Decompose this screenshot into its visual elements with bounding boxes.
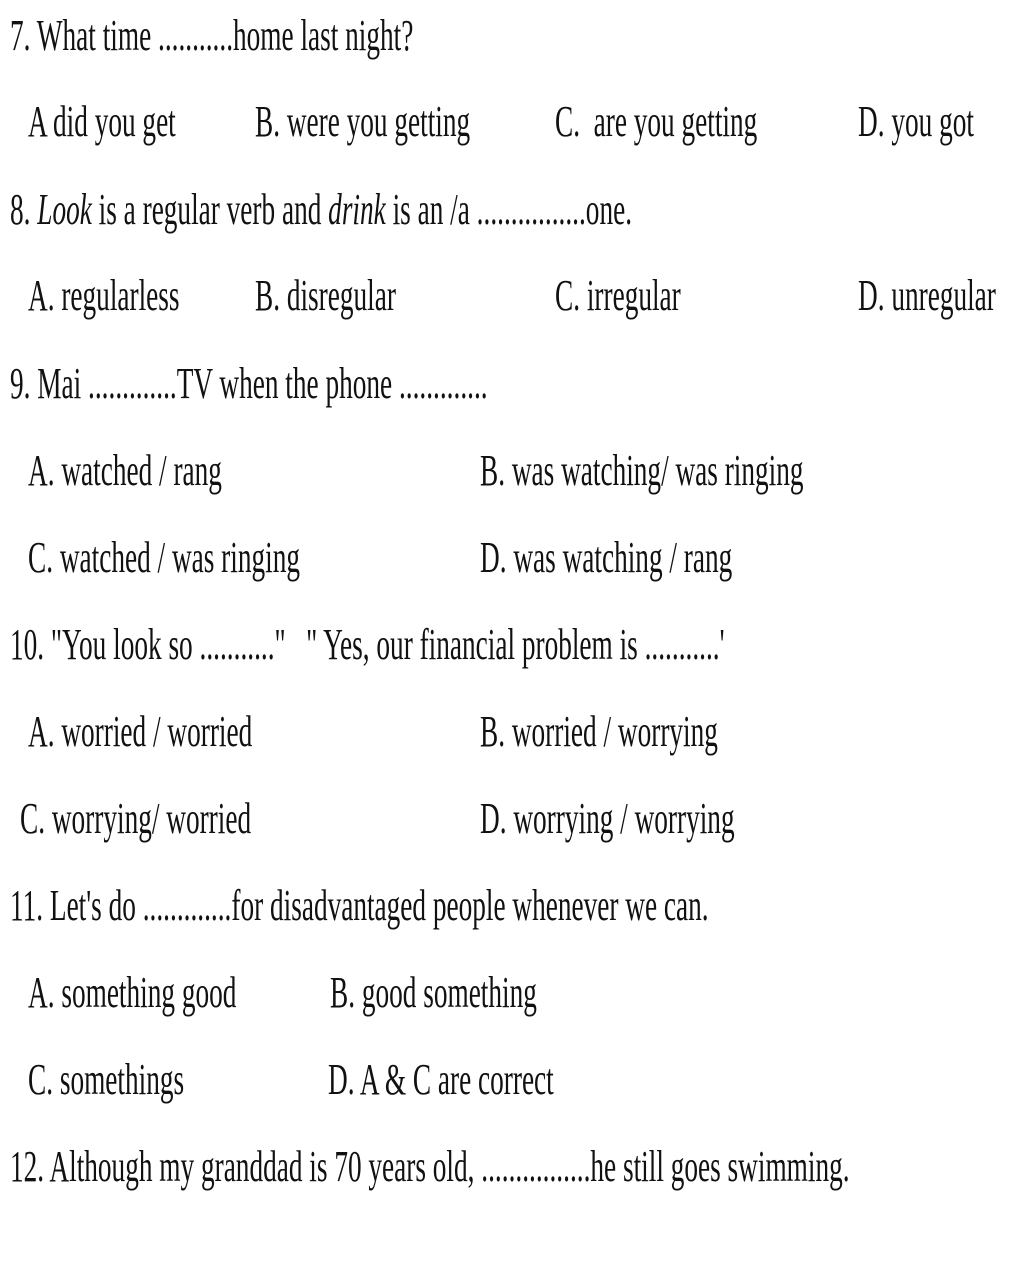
question-11 — [10, 876, 1024, 936]
option-a[interactable]: A. regularless — [28, 271, 180, 320]
option-c[interactable]: C. irregular — [555, 271, 681, 320]
question-stem-mid: is a regular verb and — [98, 185, 322, 234]
question-7 — [10, 6, 661, 66]
options-row-10b — [0, 789, 1024, 849]
question-stem: Although my granddad is 70 years old, ................he still goes swimming. — [49, 1142, 850, 1191]
question-stem: Mai .............TV when the phone ............. — [37, 359, 488, 408]
option-d[interactable]: D. A & C are correct — [328, 1055, 554, 1104]
option-b[interactable]: B. disregular — [255, 271, 396, 320]
options-row-9a — [0, 441, 1024, 501]
question-12 — [10, 1137, 1024, 1197]
question-number: 8. — [10, 185, 31, 234]
option-b[interactable]: B. good something — [330, 968, 537, 1017]
option-a[interactable]: A did you get — [28, 97, 176, 146]
option-c[interactable]: C. are you getting — [555, 97, 758, 146]
question-stem-end: is an /a ................one. — [392, 185, 633, 234]
question-number: 9. — [10, 359, 31, 408]
option-a[interactable]: A. watched / rang — [28, 446, 222, 495]
question-9 — [10, 354, 780, 414]
options-row-10a — [0, 702, 1024, 762]
option-c[interactable]: C. somethings — [28, 1055, 185, 1104]
option-d[interactable]: D. unregular — [858, 271, 996, 320]
question-stem: What time ...........home last night? — [36, 11, 414, 60]
options-row-11b — [0, 1050, 1024, 1110]
option-d[interactable]: D. was watching / rang — [480, 533, 733, 582]
question-stem: "You look so ..........." " Yes, our financial problem is ...........' — [50, 620, 725, 669]
italic-word-look: Look — [37, 185, 92, 234]
option-d[interactable]: D. you got — [858, 97, 974, 146]
option-a[interactable]: A. something good — [28, 968, 237, 1017]
options-row-7 — [0, 92, 1024, 152]
option-c[interactable]: C. watched / was ringing — [28, 533, 300, 582]
question-10 — [10, 615, 1024, 675]
question-number: 7. — [10, 11, 31, 60]
option-b[interactable]: B. was watching/ was ringing — [480, 446, 804, 495]
question-stem: Let's do .............for disadvantaged people whenever we can. — [49, 881, 709, 930]
option-c[interactable]: C. worrying/ worried — [20, 794, 252, 843]
option-b[interactable]: B. were you getting — [255, 97, 471, 146]
question-number: 11. — [10, 881, 44, 930]
question-number: 12. — [10, 1142, 45, 1191]
question-number: 10. — [10, 620, 45, 669]
italic-word-drink: drink — [328, 185, 386, 234]
option-d[interactable]: D. worrying / worrying — [480, 794, 735, 843]
question-8 — [10, 180, 1013, 240]
options-row-9b — [0, 528, 1024, 588]
option-a[interactable]: A. worried / worried — [28, 707, 253, 756]
options-row-8 — [0, 266, 1024, 326]
options-row-11a — [0, 963, 1024, 1023]
option-b[interactable]: B. worried / worrying — [480, 707, 718, 756]
